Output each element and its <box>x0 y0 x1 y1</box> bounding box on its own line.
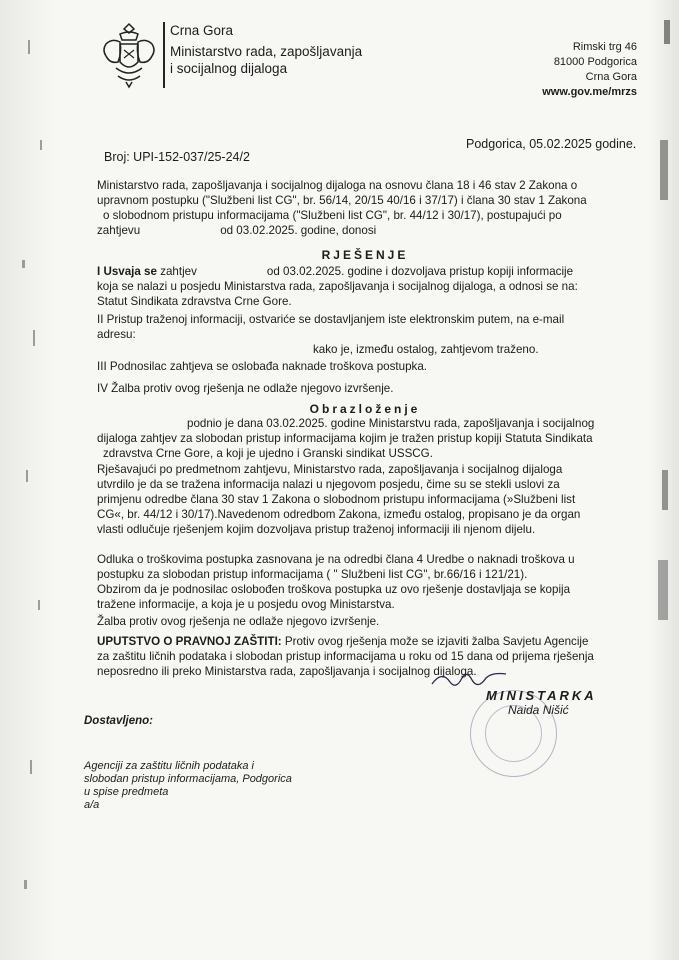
reasoning-line: utvrdilo je da se tražena informacija nalazi u njegovom posjedu, čime su se stekli uslovi za <box>97 478 560 491</box>
decision-heading: RJEŠENJE <box>321 248 409 262</box>
scan-speck <box>662 470 668 510</box>
scan-speck <box>33 330 35 346</box>
intro-request-word: zahtjevu <box>97 224 141 237</box>
reasoning-line: zdravstva Crne Gore, a koji je ujedno i Granski sindikat USSCG. <box>103 447 433 460</box>
intro-line: o slobodnom pristupu informacijama ("Službeni list CG", br. 44/12 i 30/17), postupajući po <box>103 209 562 222</box>
decision-point-2 <box>97 312 633 357</box>
delivery-list <box>84 760 292 812</box>
reasoning-heading: Obrazloženje <box>309 402 421 416</box>
scan-speck <box>30 760 32 774</box>
decision-point-1 <box>97 264 633 309</box>
reasoning-line: Rješavajući po predmetnom zahtjevu, Ministarstvo rada, zapošljavanja i socijalnog dijaloga <box>97 463 563 476</box>
point1-line2: koja se nalazi u posjedu Ministarstva rada, zapošljavanja i socijalnog dijaloga, a odnosi se na: <box>97 280 578 293</box>
point1-text: od 03.02.2025. godine i dozvoljava pristup kopiji informacije <box>266 265 574 278</box>
point2-line2: adresu: <box>97 328 136 341</box>
reasoning-line: Odluka o troškovima postupka zasnovana je na odredbi člana 4 Uredbe o naknadi troškova u <box>97 553 575 566</box>
ministry-header <box>170 22 362 77</box>
reasoning-line: podnio je dana 03.02.2025. godine Ministarstvu rada, zapošljavanja i socijalnog <box>187 417 595 430</box>
point2-line1: II Pristup traženoj informaciji, ostvariće se dostavljanjem iste elektronskim putem, na e-mail <box>97 313 565 326</box>
legal-remedy-instruction <box>97 634 633 679</box>
scan-speck <box>660 140 668 200</box>
delivery-recipient: slobodan pristup informacijama, Podgorica <box>84 773 292 785</box>
country-name: Crna Gora <box>170 23 234 38</box>
point1-label: I Usvaja se <box>97 265 157 278</box>
delivery-recipient: a/a <box>84 799 100 811</box>
reasoning-paragraph-3 <box>97 552 633 612</box>
signature-block <box>486 688 626 717</box>
reasoning-line: tražene informacije, a koja je u posjedu ovog Ministarstva. <box>97 598 395 611</box>
intro-paragraph <box>97 178 633 238</box>
reasoning-paragraph-4: Žalba protiv ovog rješenja ne odlaže njegovo izvršenje. <box>97 615 380 628</box>
reasoning-line: CG«, br. 44/12 i 30/17).Navedenom odredbom Zakona, između ostalog, propisano je da organ <box>97 508 581 521</box>
legal-remedy-line: za zaštitu ličnih podataka i slobodan pristup informacijama u roku od 15 dana od prijema rješenja <box>97 650 594 663</box>
intro-line-last <box>97 223 633 238</box>
ministry-name-line2: i socijalnog dijaloga <box>170 61 288 76</box>
ministry-name-line1: Ministarstvo rada, zapošljavanja <box>170 44 363 59</box>
address-country: Crna Gora <box>585 71 637 83</box>
legal-remedy-line: Protiv ovog rješenja može se izjaviti žalba Savjetu Agencije <box>284 635 589 648</box>
website-link[interactable]: www.gov.me/mrzs <box>542 86 637 98</box>
scan-speck <box>664 20 670 44</box>
intro-line: upravnom postupku ("Službeni list CG", br. 56/14, 20/15 40/16 i 37/17) i člana 30 stav 1 Zakona <box>97 194 587 207</box>
montenegro-coat-of-arms-icon <box>98 20 160 90</box>
case-number: Broj: UPI-152-037/25-24/2 <box>104 150 250 164</box>
header-divider <box>163 22 165 88</box>
reasoning-line: dijaloga zahtjev za slobodan pristup informacijama kojim je tražen pristup kopiji Statuta Sindikata <box>97 432 593 445</box>
reasoning-line: postupku za slobodan pristup informacijama ( " Službeni list CG", br.66/16 i 121/21). <box>97 568 528 581</box>
decision-point-3: III Podnosilac zahtjeva se oslobađa naknade troškova postupka. <box>97 360 427 373</box>
scan-speck <box>24 880 27 889</box>
delivery-label: Dostavljeno: <box>84 715 154 727</box>
reasoning-line: Obzirom da je podnosilac oslobođen troškova postupka uz ovo rješenje dostavljaja se kopija <box>97 583 571 596</box>
reasoning-line: vlasti odlučuje rješenjem kojim dozvoljava pristup traženoj informaciji ili njenom dijelu. <box>97 523 536 536</box>
ministry-address <box>542 40 637 100</box>
scan-speck <box>658 560 668 620</box>
point1-request: zahtjev <box>160 265 197 278</box>
intro-request-date: od 03.02.2025. godine, donosi <box>220 224 377 237</box>
decision-point-4: IV Žalba protiv ovog rješenja ne odlaže njegovo izvršenje. <box>97 382 394 395</box>
legal-remedy-line: neposredno ili preko Ministarstva rada, zapošljavanja i socijalnog dijaloga. <box>97 665 477 678</box>
scan-speck <box>28 40 30 54</box>
reasoning-line: primjenu odredbe člana 30 stav 1 Zakona o slobodnom pristupu informacijama (»Službeni list <box>97 493 576 506</box>
point1-line3: Statut Sindikata zdravstva Crne Gore. <box>97 295 292 308</box>
delivery-recipient: Agenciji za zaštitu ličnih podataka i <box>84 760 254 772</box>
scan-speck <box>40 140 42 150</box>
legal-remedy-label: UPUTSTVO O PRAVNOJ ZAŠTITI: <box>97 635 282 648</box>
address-city: 81000 Podgorica <box>553 56 637 68</box>
scan-speck <box>26 470 28 482</box>
intro-line: Ministarstvo rada, zapošljavanja i socijalnog dijaloga na osnovu člana 18 i 46 stav 2 Zakona o <box>97 179 578 192</box>
reasoning-paragraph-1 <box>97 416 633 461</box>
point2-line3: kako je, između ostalog, zahtjevom traženo. <box>313 343 539 356</box>
address-street: Rimski trg 46 <box>572 41 637 53</box>
handwritten-signature-icon <box>430 668 510 690</box>
signatory-name: Naida Nišić <box>508 703 569 717</box>
signatory-title: MINISTARKA <box>486 688 597 703</box>
reasoning-paragraph-2 <box>97 462 633 537</box>
place-and-date: Podgorica, 05.02.2025 godine. <box>466 137 637 151</box>
scan-speck <box>38 600 40 610</box>
delivery-recipient: u spise predmeta <box>84 786 169 798</box>
scan-speck <box>22 260 25 268</box>
